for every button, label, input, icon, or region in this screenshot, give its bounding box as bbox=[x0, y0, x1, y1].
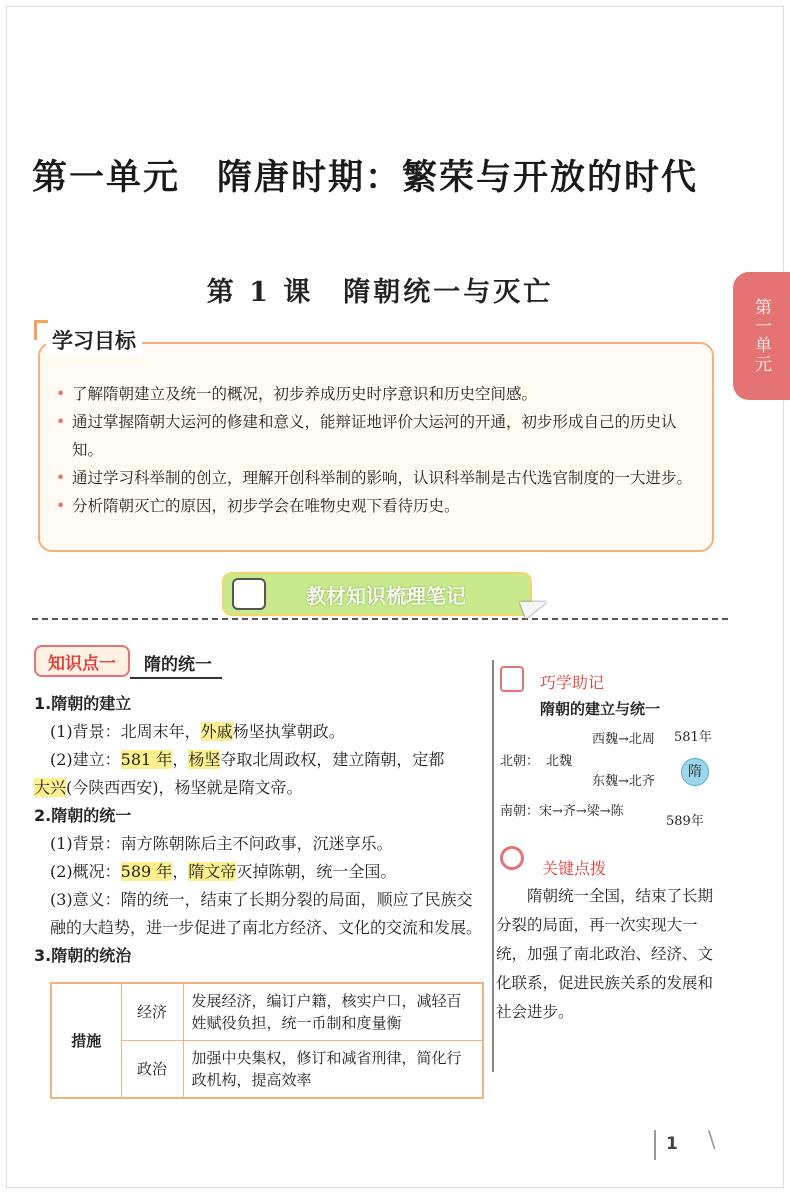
table-cell: 加强中央集权，修订和减省刑律，简化行政机构，提高效率 bbox=[183, 1041, 483, 1099]
table-cell: 政治 bbox=[121, 1041, 183, 1099]
sui-dynasty-badge: 隋 bbox=[681, 758, 709, 786]
diagram-label: 581年 bbox=[674, 730, 712, 745]
table-cell: 经济 bbox=[121, 983, 183, 1041]
highlight: 杨坚 bbox=[188, 750, 221, 769]
paragraph: (3)意义：隋的统一，结束了长期分裂的局面，顺应了民族交融的大趋势，进一步促进了南北方经济、文化的交流和发展。 bbox=[50, 890, 483, 937]
rule-measures-table bbox=[50, 982, 484, 1099]
highlight: 外戚 bbox=[200, 722, 233, 741]
paragraph: (2)建立：581 年，杨坚夺取北周政权，建立隋朝，定都 大兴(今陕西西安)，杨坚就是隋文帝。 bbox=[34, 750, 445, 797]
page-rule bbox=[654, 1130, 656, 1160]
table-row bbox=[51, 983, 483, 1041]
goal-item: • 通过学习科举制的创立，理解开创科举制的影响，认识科举制是古代选官制度的一大进步。 bbox=[56, 464, 706, 492]
goal-item: • 通过掌握隋朝大运河的修建和意义，能辩证地评价大运河的开通，初步形成自己的历史认知。 bbox=[56, 408, 706, 464]
key-point-heading: 关键点拨 bbox=[542, 859, 607, 878]
building-icon bbox=[232, 578, 266, 610]
tip-subtitle: 隋朝的建立与统一 bbox=[540, 700, 661, 718]
learning-goals-heading: 学习目标 bbox=[46, 325, 142, 355]
page-slash-icon: \ bbox=[708, 1128, 716, 1153]
section-heading: 3.隋朝的统治 bbox=[34, 946, 132, 965]
learning-goals-list bbox=[56, 380, 706, 520]
target-icon bbox=[500, 846, 524, 870]
key-point-text: 隋朝统一全国，结束了长期分裂的局面，再一次实现大一统，加强了南北政治、经济、文化联系，促进民族关系的发展和社会进步。 bbox=[496, 887, 714, 1021]
diagram-label: 东魏→北齐 bbox=[592, 774, 655, 789]
diagram-label: 589年 bbox=[666, 814, 704, 829]
diagram-label: 北朝： bbox=[500, 754, 540, 769]
page-number: 1 bbox=[666, 1134, 678, 1154]
highlight: 589 年 bbox=[120, 862, 173, 881]
unit-title: 第一单元 隋唐时期：繁荣与开放的时代 bbox=[32, 158, 699, 198]
diagram-label: 北魏 bbox=[546, 754, 573, 769]
diagram-label: 西魏→北周 bbox=[592, 732, 655, 747]
knowledge-point-badge: 知识点一 bbox=[34, 645, 130, 677]
unit-side-tab[interactable]: 第一单元 bbox=[733, 272, 790, 400]
paragraph: (1)背景：南方陈朝陈后主不问政事，沉迷享乐。 bbox=[50, 834, 393, 853]
goal-item: • 了解隋朝建立及统一的概况，初步养成历史时序意识和历史空间感。 bbox=[56, 380, 706, 408]
highlight: 隋文帝 bbox=[188, 862, 237, 881]
table-cell: 发展经济，编订户籍，核实户口，减轻百姓赋役负担，统一币制和度量衡 bbox=[183, 983, 483, 1041]
section-divider bbox=[32, 618, 728, 620]
column-divider bbox=[492, 660, 494, 1072]
paragraph: (2)概况：589 年，隋文帝灭掉陈朝，统一全国。 bbox=[50, 862, 397, 881]
paragraph: (1)背景：北周末年，外戚杨坚执掌朝政。 bbox=[50, 722, 345, 741]
title-underline bbox=[130, 677, 222, 679]
highlight: 581 年 bbox=[120, 750, 173, 769]
knowledge-point-title: 隋的统一 bbox=[144, 655, 212, 675]
dynasty-diagram bbox=[496, 720, 736, 830]
notes-banner-label: 教材知识梳理笔记 bbox=[306, 584, 466, 608]
tip-heading: 巧学助记 bbox=[540, 673, 605, 692]
highlight: 大兴 bbox=[34, 778, 67, 797]
notebook-icon bbox=[500, 666, 524, 692]
goal-item: • 分析隋朝灭亡的原因，初步学会在唯物史观下看待历史。 bbox=[56, 492, 706, 520]
table-cell: 措施 bbox=[51, 983, 121, 1098]
section-heading: 1.隋朝的建立 bbox=[34, 694, 132, 713]
lesson-title: 第 1 课 隋朝统一与灭亡 bbox=[206, 277, 554, 308]
main-content bbox=[34, 690, 484, 970]
section-heading: 2.隋朝的统一 bbox=[34, 806, 132, 825]
diagram-label: 南朝：宋→齐→梁→陈 bbox=[500, 804, 624, 819]
